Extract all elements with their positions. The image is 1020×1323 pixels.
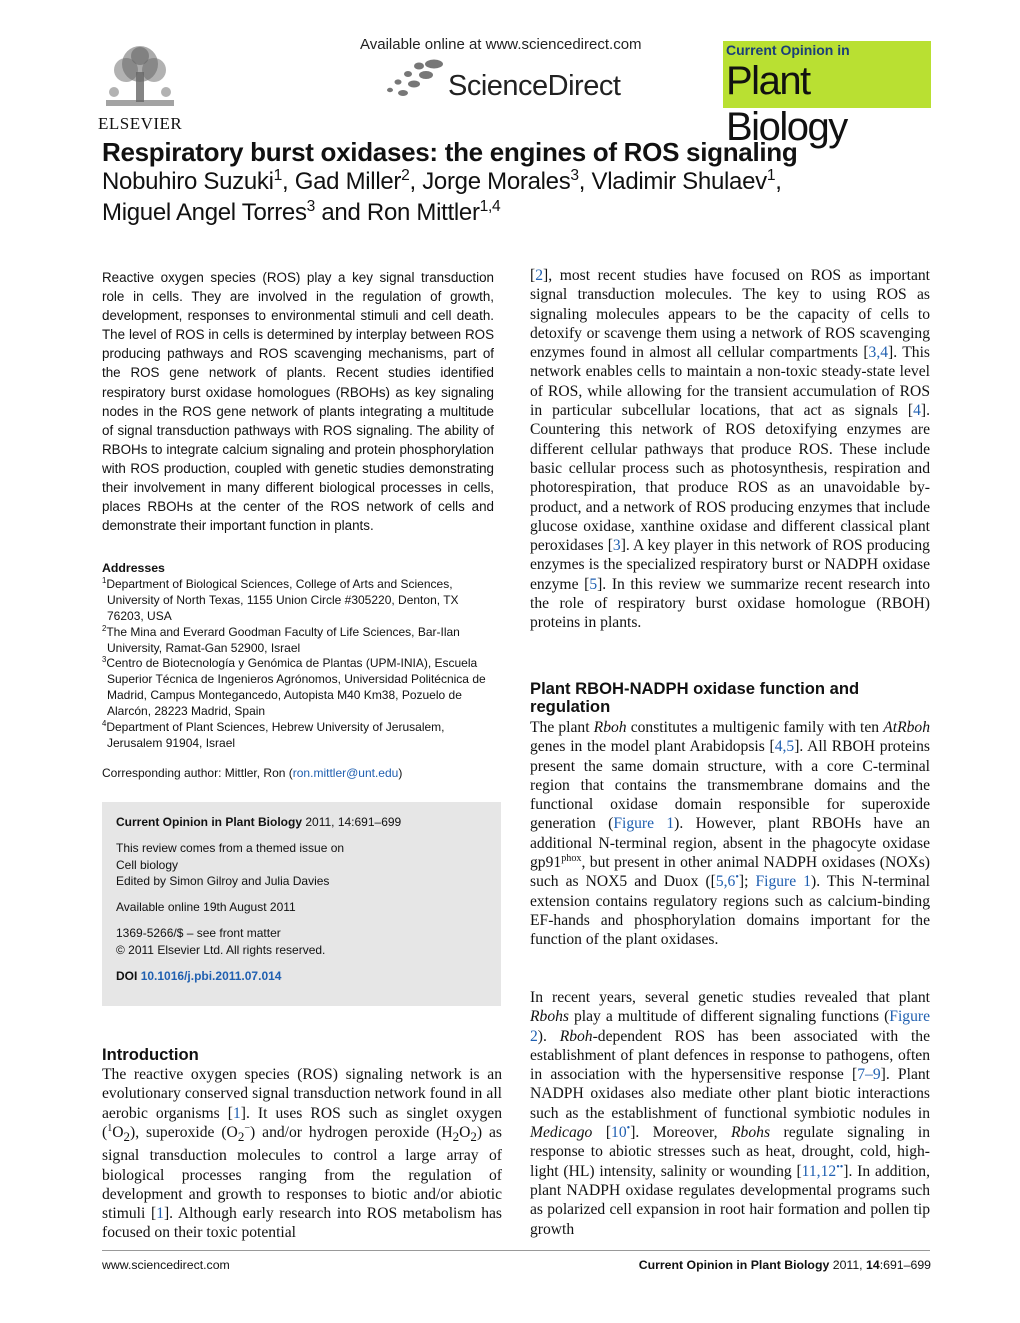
journal-badge-line2: Plant Biology xyxy=(726,59,847,149)
doi-link[interactable]: 10.1016/j.pbi.2011.07.014 xyxy=(140,969,282,984)
author-name: Nobuhiro Suzuki xyxy=(102,168,274,195)
author-affiliation: 1,4 xyxy=(479,198,501,215)
author-separator: and xyxy=(315,199,367,226)
introduction-paragraph: The reactive oxygen species (ROS) signaling network is an evolutionary conserved signal transduction network found in all aerobic organisms [1]. It uses ROS such as singlet oxygen $(^1O_2)$, superoxide $(O_2^-)$ and/or hydrogen peroxide $(H_2O_2)$ as signal transduction molecules to control a large array of biological processes ranging from the regulation of development and growth to responses to biotic and/or abiotic stimuli [1]. Although early research into ROS metabolism has focused on their toxic potential xyxy=(102,1066,503,1242)
info-issn: 1369-5266/$ – see front matter xyxy=(116,926,281,941)
ref-link[interactable]: 10• xyxy=(611,1122,631,1142)
info-journal: Current Opinion in Plant Biology xyxy=(116,815,302,829)
address-item xyxy=(102,625,494,657)
ref-link[interactable]: 1 xyxy=(156,1205,164,1223)
doi-label: DOI xyxy=(116,969,138,984)
footer-divider xyxy=(102,1250,930,1251)
info-available: Available online 19th August 2011 xyxy=(116,900,296,915)
author-name: Vladimir Shulaev xyxy=(591,168,767,195)
footer-journal: Current Opinion in Plant Biology xyxy=(638,1258,830,1272)
journal-badge xyxy=(723,41,931,149)
elsevier-tree-icon xyxy=(100,42,180,112)
address-number: 2 xyxy=(102,623,107,633)
footer-citation xyxy=(620,1258,931,1272)
author-affiliation: 1 xyxy=(766,167,776,184)
ref-link[interactable]: 4,5 xyxy=(774,738,795,756)
abstract: Reactive oxygen species (ROS) play a key signal transduction role in cells. They are involved in the regulation of growth, development, responses to environmental stimuli and cell death. The level of ROS in cells is determined by interplay between ROS producing pathways and ROS scavenging mechanisms, part of the ROS gene network of plants. Recent studies identified respiratory burst oxidase homologues (RBOHs) as key signaling nodes in the ROS gene network of plants integrating a multitude of signal transduction pathways with ROS signaling. The ability of RBOHs to integrate calcium signaling and protein phosphorylation with ROS production, coupled with genetic studies demonstrating their involvement in many different biological processes in cells, places RBOHs at the center of the ROS network of cells and demonstrate their important function in plants. xyxy=(102,270,494,534)
author-name: Gad Miller xyxy=(294,168,402,195)
elsevier-logo xyxy=(98,42,182,134)
author-name: Jorge Morales xyxy=(422,168,571,195)
author-affiliation: 3 xyxy=(306,198,316,215)
sciencedirect-wordmark: ScienceDirect xyxy=(448,70,621,102)
address-text: Department of Plant Sciences, Hebrew University of Jerusalem, Jerusalem 91904, Israel xyxy=(106,720,445,750)
address-number: 3 xyxy=(102,655,107,665)
author-name: Ron Mittler xyxy=(366,199,480,226)
sciencedirect-logo[interactable] xyxy=(386,58,626,102)
addresses-heading: Addresses xyxy=(102,561,165,575)
addresses xyxy=(102,561,494,752)
author-separator: , xyxy=(775,168,782,195)
ref-link[interactable]: 1 xyxy=(233,1104,241,1122)
ref-link[interactable]: 5 xyxy=(589,575,598,593)
info-copyright: © 2011 Elsevier Ltd. All rights reserved. xyxy=(116,942,326,957)
author-name: Miguel Angel Torres xyxy=(102,199,307,226)
article-title: Respiratory burst oxidases: the engines of ROS signaling xyxy=(102,137,798,167)
corresponding-author xyxy=(102,766,494,780)
footer-url[interactable]: www.sciencedirect.com xyxy=(102,1258,230,1272)
article-info-box xyxy=(102,802,501,1006)
rboh-paragraph-2: In recent years, several genetic studies revealed that plant Rbohs play a multitude of different signaling functions (Figure 2). Rboh-dependent ROS has been associated with the establishment of plant defences in response to pathogens, often in association with the hypersensitive response [7–9]. Plant NADPH oxidases also mediate other plant biotic interactions such as the establishment of functional symbiotic nodules in Medicago [10•]. Moreover, Rbohs regulate signaling in response to abiotic stresses such as heat, drought, cold, high-light (HL) intensity, salinity or wounding [11,12••]. In addition, plant NADPH oxidase regulates developmental programs such as polarized cell expansion in root hair formation and pollen tip growth xyxy=(530,989,931,1238)
rboh-paragraph-1: The plant Rboh constitutes a multigenic family with ten AtRboh genes in the model plant Arabidopsis [4,5]. All RBOH proteins present the same domain structure, with a core C-terminal region that contains the transmembrane domains and the functional oxidase domain responsible for superoxide generation (Figure 1). However, plant RBOHs have an additional N-terminal region, absent in the phagocyte oxidase $gp91^{phox}$, but present in other animal NADPH oxidases (NOXs) such as NOX5 and Duox ([5,6•]; Figure 1). This N-terminal extension contains regulatory regions such as calcium-binding EF-hands and phosphorylation domains important for the function of the plant oxidases. xyxy=(530,719,930,949)
corresponding-label: Corresponding author: Mittler, Ron ( xyxy=(102,766,293,780)
footer-pages: :691–699 xyxy=(879,1258,931,1272)
author-affiliation: 1 xyxy=(273,167,282,184)
address-text: Centro de Biotecnología y Genómica de Plantas (UPM-INIA), Escuela Superior Técnica de Ingenieros Agrónomos, Universidad Politécnica de Madrid, Campus Montegancedo, Autopista M40 Km38, Pozuelo de Alarcón, 28223 Madrid, Spain xyxy=(106,656,486,719)
footer-volume: 14 xyxy=(866,1258,880,1272)
sciencedirect-dots-icon xyxy=(386,58,444,100)
publisher-name: ELSEVIER xyxy=(98,114,183,133)
address-number: 1 xyxy=(102,575,107,585)
figure-link[interactable]: Figure 1 xyxy=(755,873,811,891)
info-theme-line2: Cell biology xyxy=(116,857,179,872)
author-line-1 xyxy=(102,168,782,196)
author-affiliation: 3 xyxy=(570,167,579,184)
ref-link[interactable]: 11,12•• xyxy=(801,1161,844,1180)
corresponding-email-link[interactable]: ron.mittler@unt.edu xyxy=(292,766,399,780)
corresponding-suffix: ) xyxy=(398,766,403,780)
author-line-2 xyxy=(102,199,500,227)
address-text: Department of Biological Sciences, College of Arts and Sciences, University of North Texas, 1155 Union Circle #305220, Denton, TX 76203, USA xyxy=(106,576,459,623)
info-theme-line1: This review comes from a themed issue on xyxy=(116,841,345,856)
ref-link[interactable]: 5,6• xyxy=(715,872,739,891)
ref-link[interactable]: 3 xyxy=(612,537,621,555)
ref-link[interactable]: 4 xyxy=(913,402,921,420)
info-citation xyxy=(116,814,491,830)
ref-link[interactable]: 7–9 xyxy=(857,1066,881,1084)
author-affiliation: 2 xyxy=(401,167,410,184)
ref-link[interactable]: 2 xyxy=(535,267,543,284)
info-editors: Edited by Simon Gilroy and Julia Davies xyxy=(116,873,330,888)
introduction-heading: Introduction xyxy=(102,1045,199,1064)
info-citation-text: 2011, 14:691–699 xyxy=(305,815,402,829)
address-item xyxy=(102,720,494,752)
address-number: 4 xyxy=(102,719,107,729)
footer-year: 2011, xyxy=(832,1258,863,1272)
figure-link[interactable]: Figure 1 xyxy=(613,815,675,833)
info-doi xyxy=(116,968,491,984)
introduction-continued: [2], most recent studies have focused on ROS as important signal transduction molecules. The key to using ROS as signaling molecules appears to be the capacity of cells to detoxify or scavenge them using a network of ROS scavenging enzymes found in almost all cellular compartments [3,4]. This network enables cells to maintain a non-toxic steady-state level of ROS, while allowing for the transient accumulation of ROS in particular subcellular locations, that act as signals [4]. Countering this network of ROS detoxifying enzymes are different cellular pathways that produce ROS. These include basic cellular process such as photosynthesis, respiration and photorespiration, that produce ROS as an unavoidable by-product, and a network of ROS producing enzymes that include glucose oxidase, xanthine oxidase and different classical plant peroxidases [3]. A key player in this network of ROS producing enzymes is the specialized respiratory burst or NADPH oxidase enzyme [5]. In this review we summarize recent research into the role of respiratory burst oxidase homologue (RBOH) proteins in plants. xyxy=(530,267,931,632)
rboh-section-heading: Plant RBOH-NADPH oxidase function and regulation xyxy=(530,679,860,716)
author-separator: , xyxy=(281,168,295,195)
available-online-text[interactable]: Available online at www.sciencedirect.com xyxy=(360,36,642,53)
address-text: The Mina and Everard Goodman Faculty of Life Sciences, Bar-Ilan University, Ramat-Gan 52900, Israel xyxy=(106,624,460,655)
author-separator: , xyxy=(578,168,592,195)
address-item xyxy=(102,577,494,625)
author-separator: , xyxy=(409,168,423,195)
ref-link[interactable]: 3,4 xyxy=(868,344,889,362)
journal-badge-line1: Current Opinion in xyxy=(726,42,850,58)
figure-link[interactable]: Figure 2 xyxy=(530,1008,930,1045)
address-item xyxy=(102,656,494,720)
